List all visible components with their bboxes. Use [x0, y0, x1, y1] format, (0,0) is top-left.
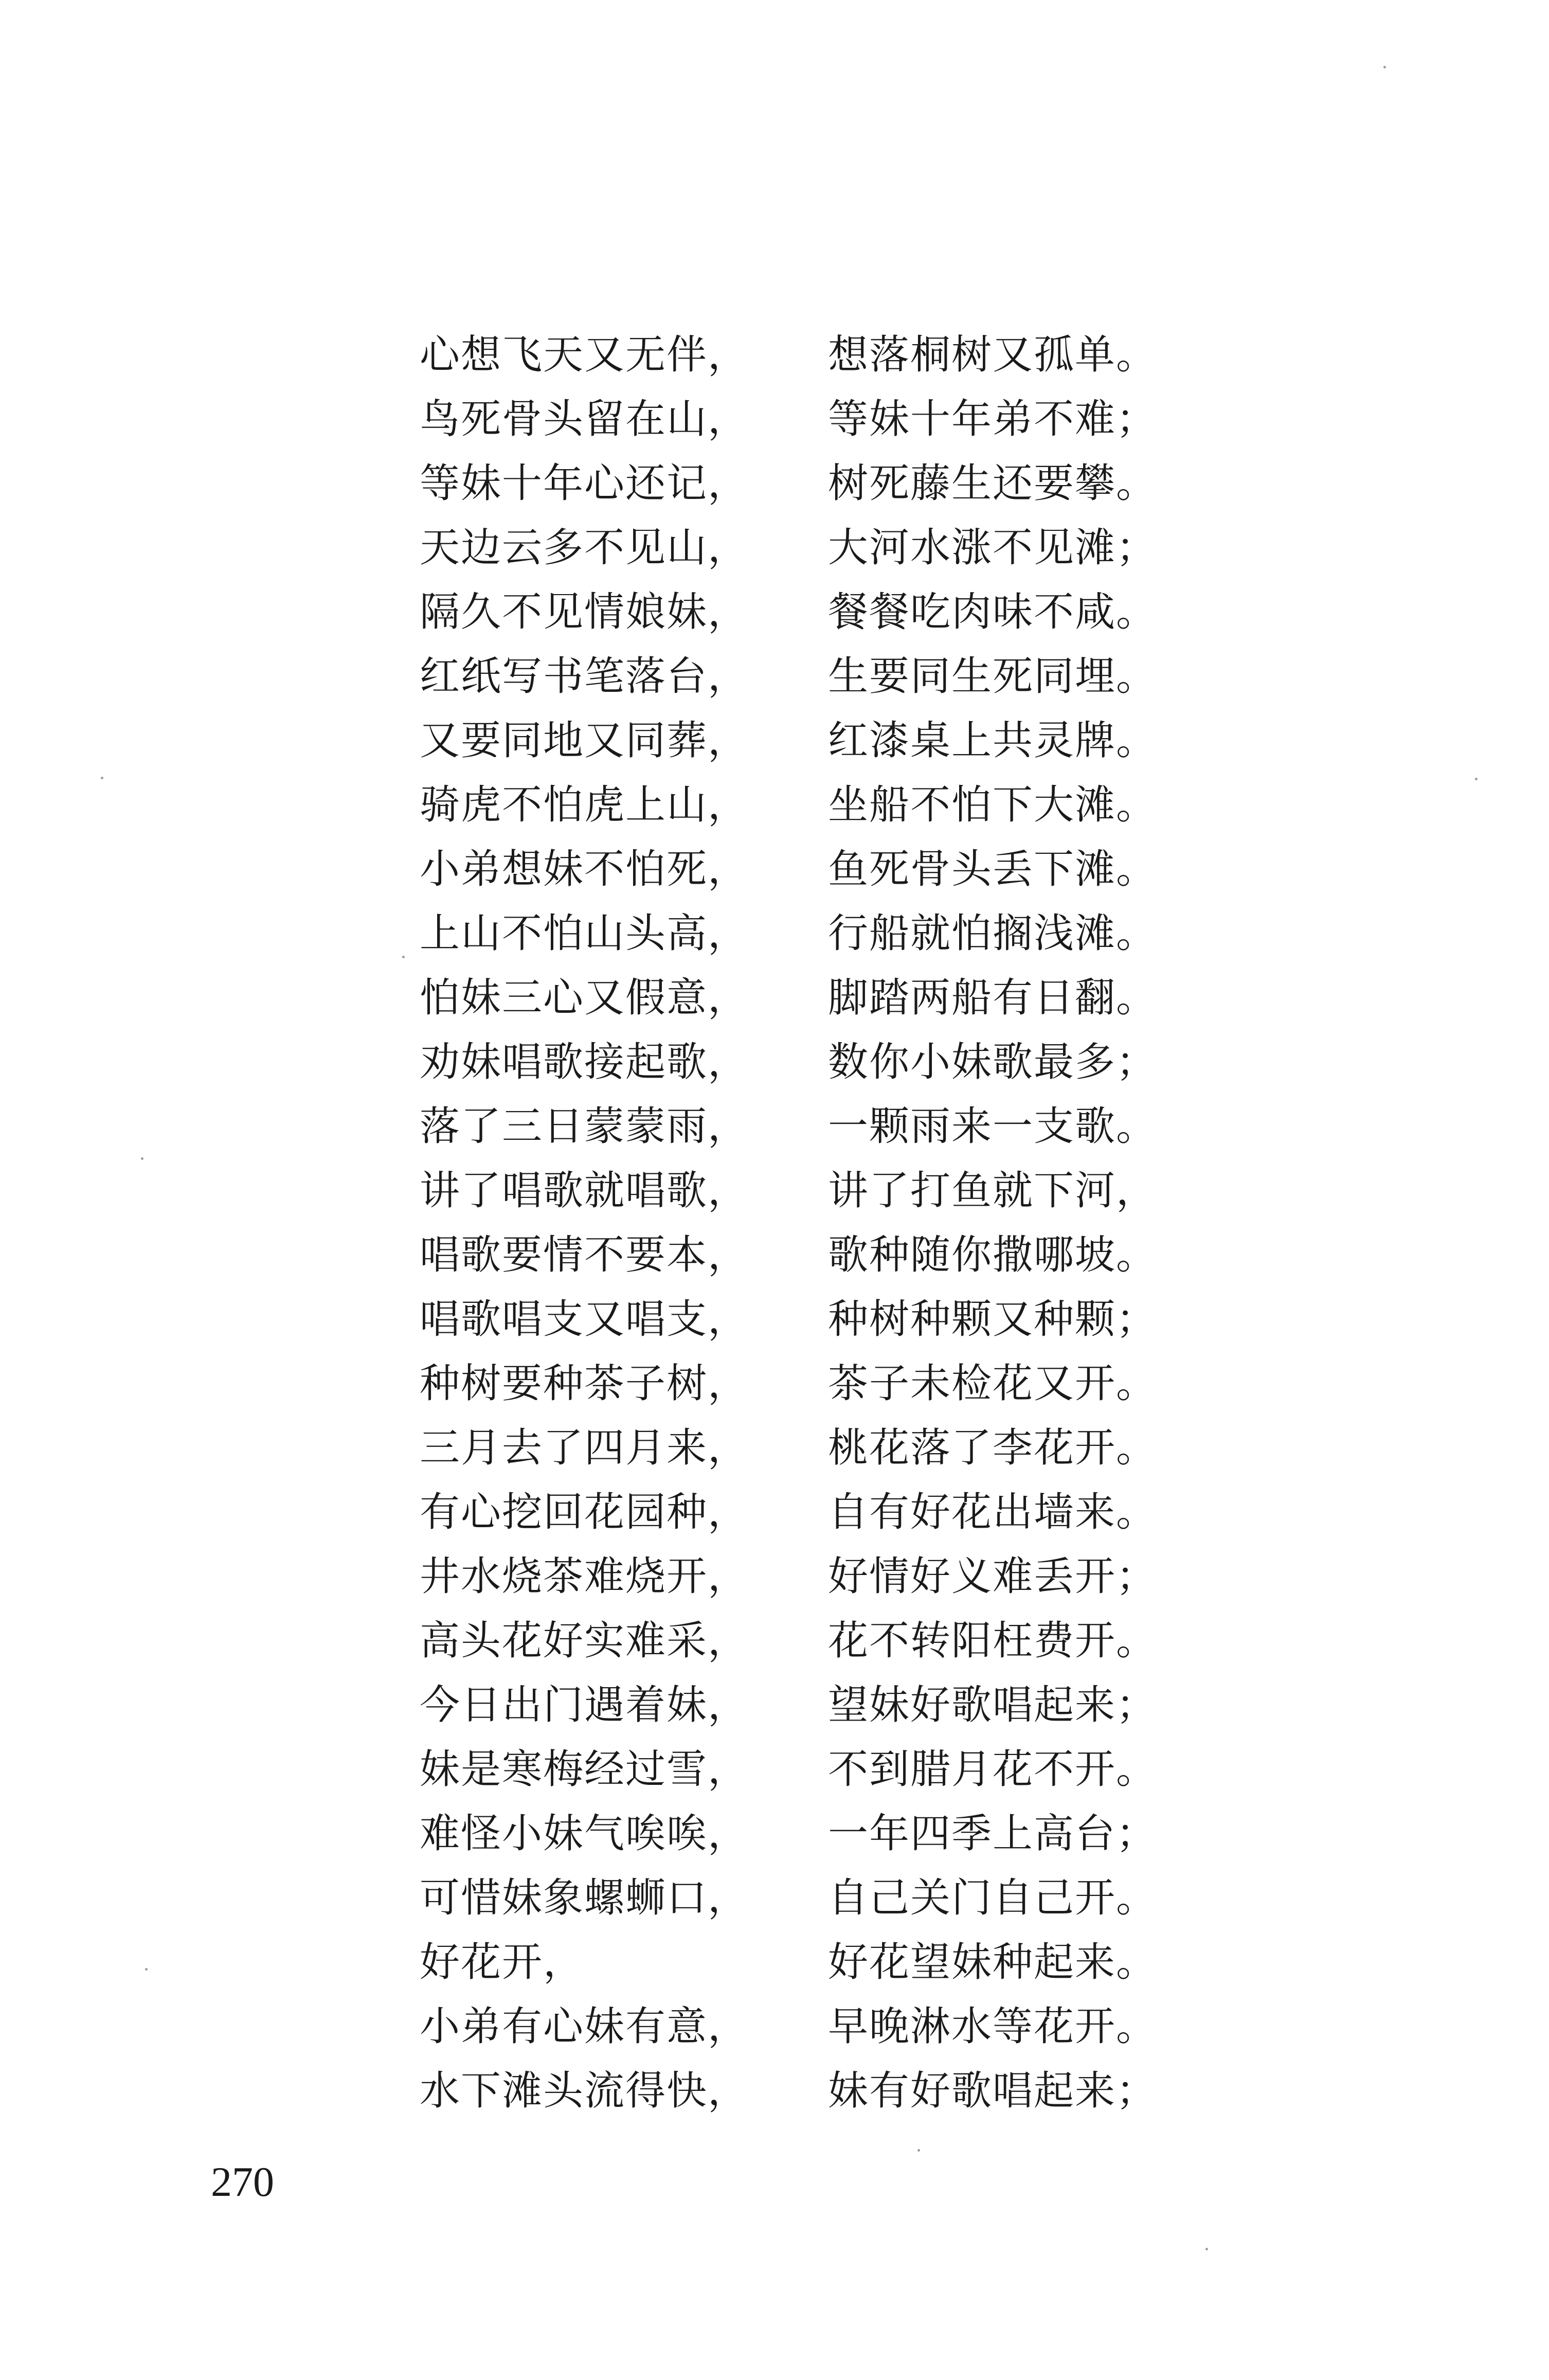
- poem-line-left: 高头花好实难采，: [420, 1618, 749, 1664]
- poem-row: [420, 709, 1191, 773]
- poem-line-right: 鱼死骨头丢下滩。: [828, 846, 1158, 892]
- scan-speck: [917, 2149, 920, 2152]
- poem-line-right: 坐船不怕下大滩。: [828, 782, 1158, 828]
- page-number: 270: [211, 2158, 274, 2205]
- poem-line-left: 今日出门遇着妹，: [420, 1682, 749, 1728]
- poem-row: [420, 1030, 1191, 1095]
- poem-line-right: 一年四季上高台；: [828, 1811, 1158, 1857]
- poem-line-right: 红漆桌上共灵牌。: [828, 718, 1158, 764]
- poem-line-right: 自己关门自己开。: [828, 1875, 1158, 1921]
- poem-line-right: 餐餐吃肉味不咸。: [828, 589, 1158, 635]
- poem-line-left: 等妹十年心还记，: [420, 460, 749, 507]
- scan-speck: [101, 777, 103, 779]
- poem-line-right: 讲了打鱼就下河，: [828, 1168, 1158, 1214]
- poem-line-right: 妹有好歌唱起来；: [828, 2068, 1158, 2114]
- poem-line-left: 唱歌唱支又唱支，: [420, 1296, 749, 1343]
- poem-line-right: 大河水涨不见滩；: [828, 525, 1158, 571]
- poem-row: [420, 1738, 1191, 1802]
- poem-row: [420, 1802, 1191, 1866]
- poem-row: [420, 1545, 1191, 1609]
- poem-line-right: 桃花落了李花开。: [828, 1425, 1158, 1471]
- poem-row: [420, 516, 1191, 580]
- poem-line-right: 歌种随你撒哪坡。: [828, 1232, 1158, 1278]
- poem-row: [420, 1866, 1191, 1930]
- poem-line-right: 一颗雨来一支歌。: [828, 1103, 1158, 1150]
- scan-speck: [402, 956, 405, 958]
- poem-line-right: 树死藤生还要攀。: [828, 460, 1158, 507]
- poem-line-left: 又要同地又同葬，: [420, 718, 749, 764]
- poem-body: [420, 323, 1191, 2123]
- poem-row: [420, 902, 1191, 966]
- poem-line-left: 水下滩头流得快，: [420, 2068, 749, 2114]
- poem-line-left: 鸟死骨头留在山，: [420, 396, 749, 442]
- scan-speck: [1383, 66, 1386, 68]
- poem-row: [420, 966, 1191, 1030]
- poem-row: [420, 1930, 1191, 1995]
- poem-line-left: 小弟想妹不怕死，: [420, 846, 749, 892]
- poem-line-right: 自有好花出墙来。: [828, 1489, 1158, 1535]
- poem-line-left: 难怪小妹气唉唉，: [420, 1811, 749, 1857]
- poem-row: [420, 1480, 1191, 1545]
- poem-row: [420, 1352, 1191, 1416]
- poem-line-left: 心想飞天又无伴，: [420, 332, 749, 378]
- poem-row: [420, 1159, 1191, 1223]
- poem-line-right: 好花望妹种起来。: [828, 1939, 1158, 1985]
- poem-line-right: 种树种颗又种颗；: [828, 1296, 1158, 1343]
- poem-line-left: 有心挖回花园种，: [420, 1489, 749, 1535]
- poem-line-right: 数你小妹歌最多；: [828, 1039, 1158, 1085]
- poem-line-left: 井水烧茶难烧开，: [420, 1553, 749, 1600]
- poem-row: [420, 452, 1191, 516]
- poem-row: [420, 837, 1191, 902]
- poem-line-left: 种树要种茶子树，: [420, 1361, 749, 1407]
- poem-row: [420, 1287, 1191, 1352]
- poem-row: [420, 1416, 1191, 1480]
- poem-line-left: 可惜妹象螺蛳口，: [420, 1875, 749, 1921]
- poem-line-left: 落了三日蒙蒙雨，: [420, 1103, 749, 1150]
- poem-row: [420, 580, 1191, 645]
- poem-row: [420, 645, 1191, 709]
- poem-line-left: 妹是寒梅经过雪，: [420, 1746, 749, 1793]
- poem-line-left: 隔久不见情娘妹，: [420, 589, 749, 635]
- poem-line-right: 好情好义难丢开；: [828, 1553, 1158, 1600]
- poem-line-right: 茶子未检花又开。: [828, 1361, 1158, 1407]
- poem-line-right: 脚踏两船有日翻。: [828, 975, 1158, 1021]
- scan-speck: [1205, 2248, 1208, 2250]
- poem-line-left: 怕妹三心又假意，: [420, 975, 749, 1021]
- poem-line-left: 好花开，: [420, 1939, 585, 1985]
- poem-line-left: 讲了唱歌就唱歌，: [420, 1168, 749, 1214]
- poem-row: [420, 323, 1191, 387]
- poem-row: [420, 1995, 1191, 2059]
- poem-row: [420, 2059, 1191, 2123]
- poem-line-right: 生要同生死同埋。: [828, 653, 1158, 700]
- poem-line-left: 骑虎不怕虎上山，: [420, 782, 749, 828]
- scan-speck: [141, 1157, 143, 1160]
- poem-row: [420, 773, 1191, 837]
- poem-row: [420, 1223, 1191, 1287]
- poem-line-right: 早晚淋水等花开。: [828, 2003, 1158, 2050]
- poem-line-right: 等妹十年弟不难；: [828, 396, 1158, 442]
- poem-line-left: 三月去了四月来，: [420, 1425, 749, 1471]
- poem-line-right: 花不转阳枉费开。: [828, 1618, 1158, 1664]
- poem-row: [420, 1609, 1191, 1673]
- poem-line-left: 上山不怕山头高，: [420, 910, 749, 957]
- scan-speck: [1475, 778, 1478, 780]
- poem-line-left: 红纸写书笔落台，: [420, 653, 749, 700]
- poem-line-right: 不到腊月花不开。: [828, 1746, 1158, 1793]
- poem-row: [420, 1095, 1191, 1159]
- poem-line-right: 行船就怕搁浅滩。: [828, 910, 1158, 957]
- poem-line-right: 想落桐树又孤单。: [828, 332, 1158, 378]
- poem-line-left: 小弟有心妹有意，: [420, 2003, 749, 2050]
- poem-line-left: 劝妹唱歌接起歌，: [420, 1039, 749, 1085]
- poem-row: [420, 387, 1191, 452]
- poem-line-left: 天边云多不见山，: [420, 525, 749, 571]
- poem-line-right: 望妹好歌唱起来；: [828, 1682, 1158, 1728]
- poem-row: [420, 1673, 1191, 1738]
- scan-speck: [145, 1968, 148, 1971]
- poem-line-left: 唱歌要情不要本，: [420, 1232, 749, 1278]
